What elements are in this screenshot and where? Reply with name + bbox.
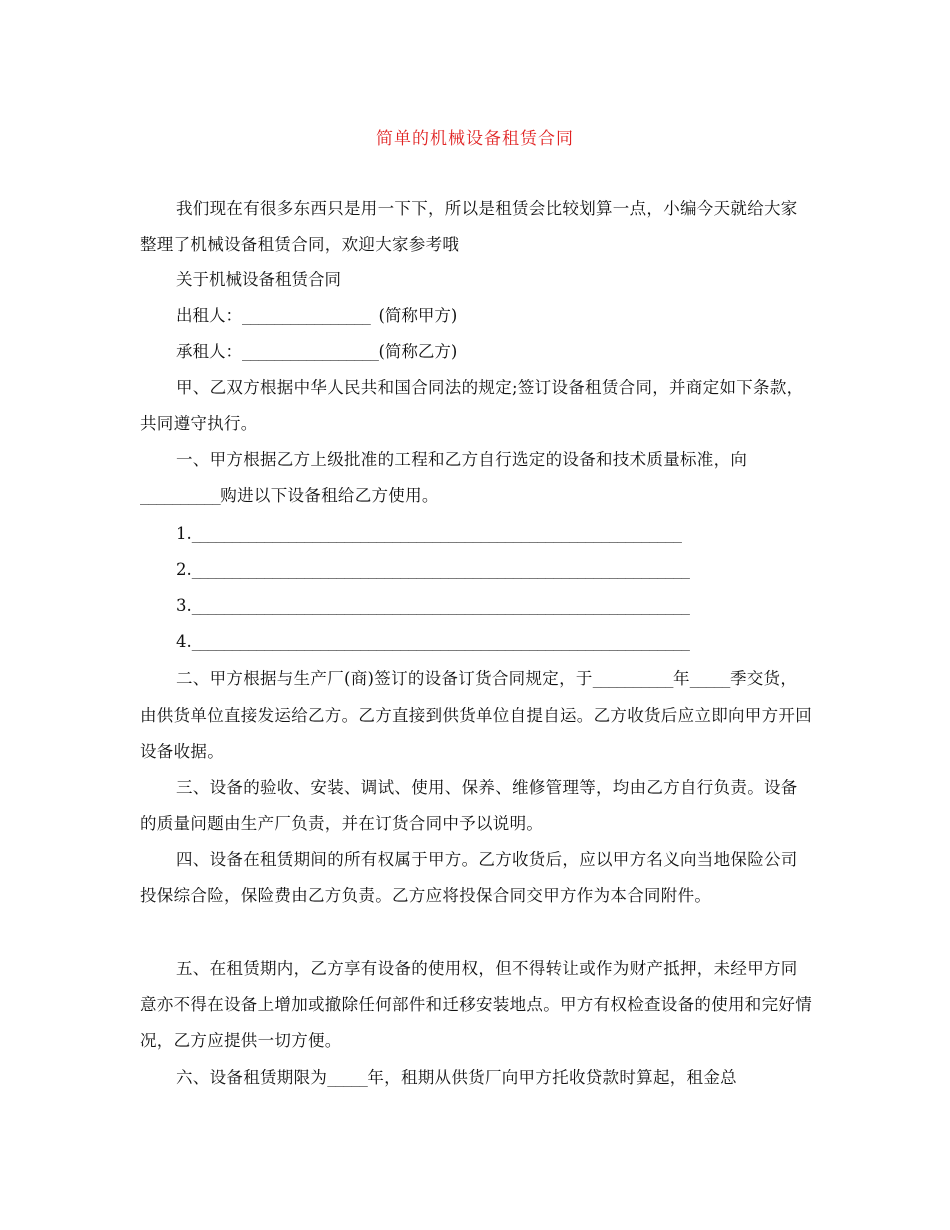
lessor-label: 出租人：	[176, 306, 242, 325]
preamble-paragraph: 甲、乙双方根据中华人民共和国合同法的规定;签订设备租赁合同，并商定如下条款，共同遵守执行。	[140, 378, 804, 433]
clause-4: 四、设备在租赁期间的所有权属于甲方。乙方收货后，应以甲方名义向当地保险公司投保综合险，保险费由乙方负责。乙方应将投保合同交甲方作为本合同附件。	[140, 850, 798, 905]
lessee-note: (简称乙方)	[378, 342, 458, 361]
list-item	[176, 588, 690, 625]
clause-1-blank: __________	[140, 489, 221, 505]
lessee-label: 承租人：	[176, 342, 242, 361]
clause-6-text-a: 六、设备租赁期限为	[176, 1068, 328, 1087]
item-blank: ______________________________________________________________	[191, 563, 690, 579]
item-number: 1.	[176, 524, 192, 543]
clause-6-blank: _____	[327, 1071, 368, 1087]
subtitle: 关于机械设备租赁合同	[176, 270, 341, 289]
clause-1-text-a: 一、甲方根据乙方上级批准的工程和乙方自行选定的设备和技术质量标准，向	[176, 450, 748, 469]
clause-3: 三、设备的验收、安装、调试、使用、保养、维修管理等，均由乙方自行负责。设备的质量问题由生产厂负责，并在订货合同中予以说明。	[140, 778, 798, 833]
list-item	[176, 552, 690, 589]
item-number: 2.	[176, 560, 192, 579]
clause-5: 五、在租赁期内，乙方享有设备的使用权，但不得转让或作为财产抵押，未经甲方同意亦不得在设备上增加或撤除任何部件和迁移安装地点。甲方有权检查设备的使用和完好情况，乙方应提供一切方便。	[140, 959, 812, 1050]
list-item	[176, 516, 682, 553]
clause-6	[140, 1060, 812, 1097]
clause-2-year: 年	[672, 669, 690, 688]
clause-1-text-b: 购进以下设备租给乙方使用。	[220, 486, 439, 505]
item-blank: ______________________________________________________________	[191, 599, 690, 615]
clause-2-year-blank: __________	[592, 672, 673, 688]
list-item	[176, 624, 690, 661]
clause-2-season-blank: _____	[689, 672, 730, 688]
lessor-note: (简称甲方)	[378, 306, 458, 325]
item-blank: ______________________________________________________________	[191, 635, 690, 651]
intro-paragraph: 我们现在有很多东西只是用一下下，所以是租赁会比较划算一点，小编今天就给大家整理了机械设备租赁合同，欢迎大家参考哦	[140, 199, 798, 254]
clause-1	[140, 442, 812, 515]
clause-6-text-b: 年，租期从供货厂向甲方托收贷款时算起，租金总	[367, 1068, 737, 1087]
lessor-line	[176, 298, 457, 335]
clause-2	[140, 661, 812, 770]
clause-2-text-a: 二、甲方根据与生产厂(商)签订的设备订货合同规定，于	[176, 669, 593, 688]
item-number: 4.	[176, 632, 192, 651]
item-blank: _____________________________________________________________	[191, 527, 682, 543]
item-number: 3.	[176, 596, 192, 615]
document-title: 简单的机械设备租赁合同	[376, 129, 574, 149]
lessee-line	[176, 334, 457, 371]
clause-2-text-b: 季交货，由供货单位直接发运给乙方。乙方直接到供货单位自提自运。乙方收货后应立即向甲方开回设备收据。	[140, 669, 812, 761]
lessee-blank: _________________	[242, 345, 379, 361]
lessor-blank: ________________	[242, 309, 379, 325]
